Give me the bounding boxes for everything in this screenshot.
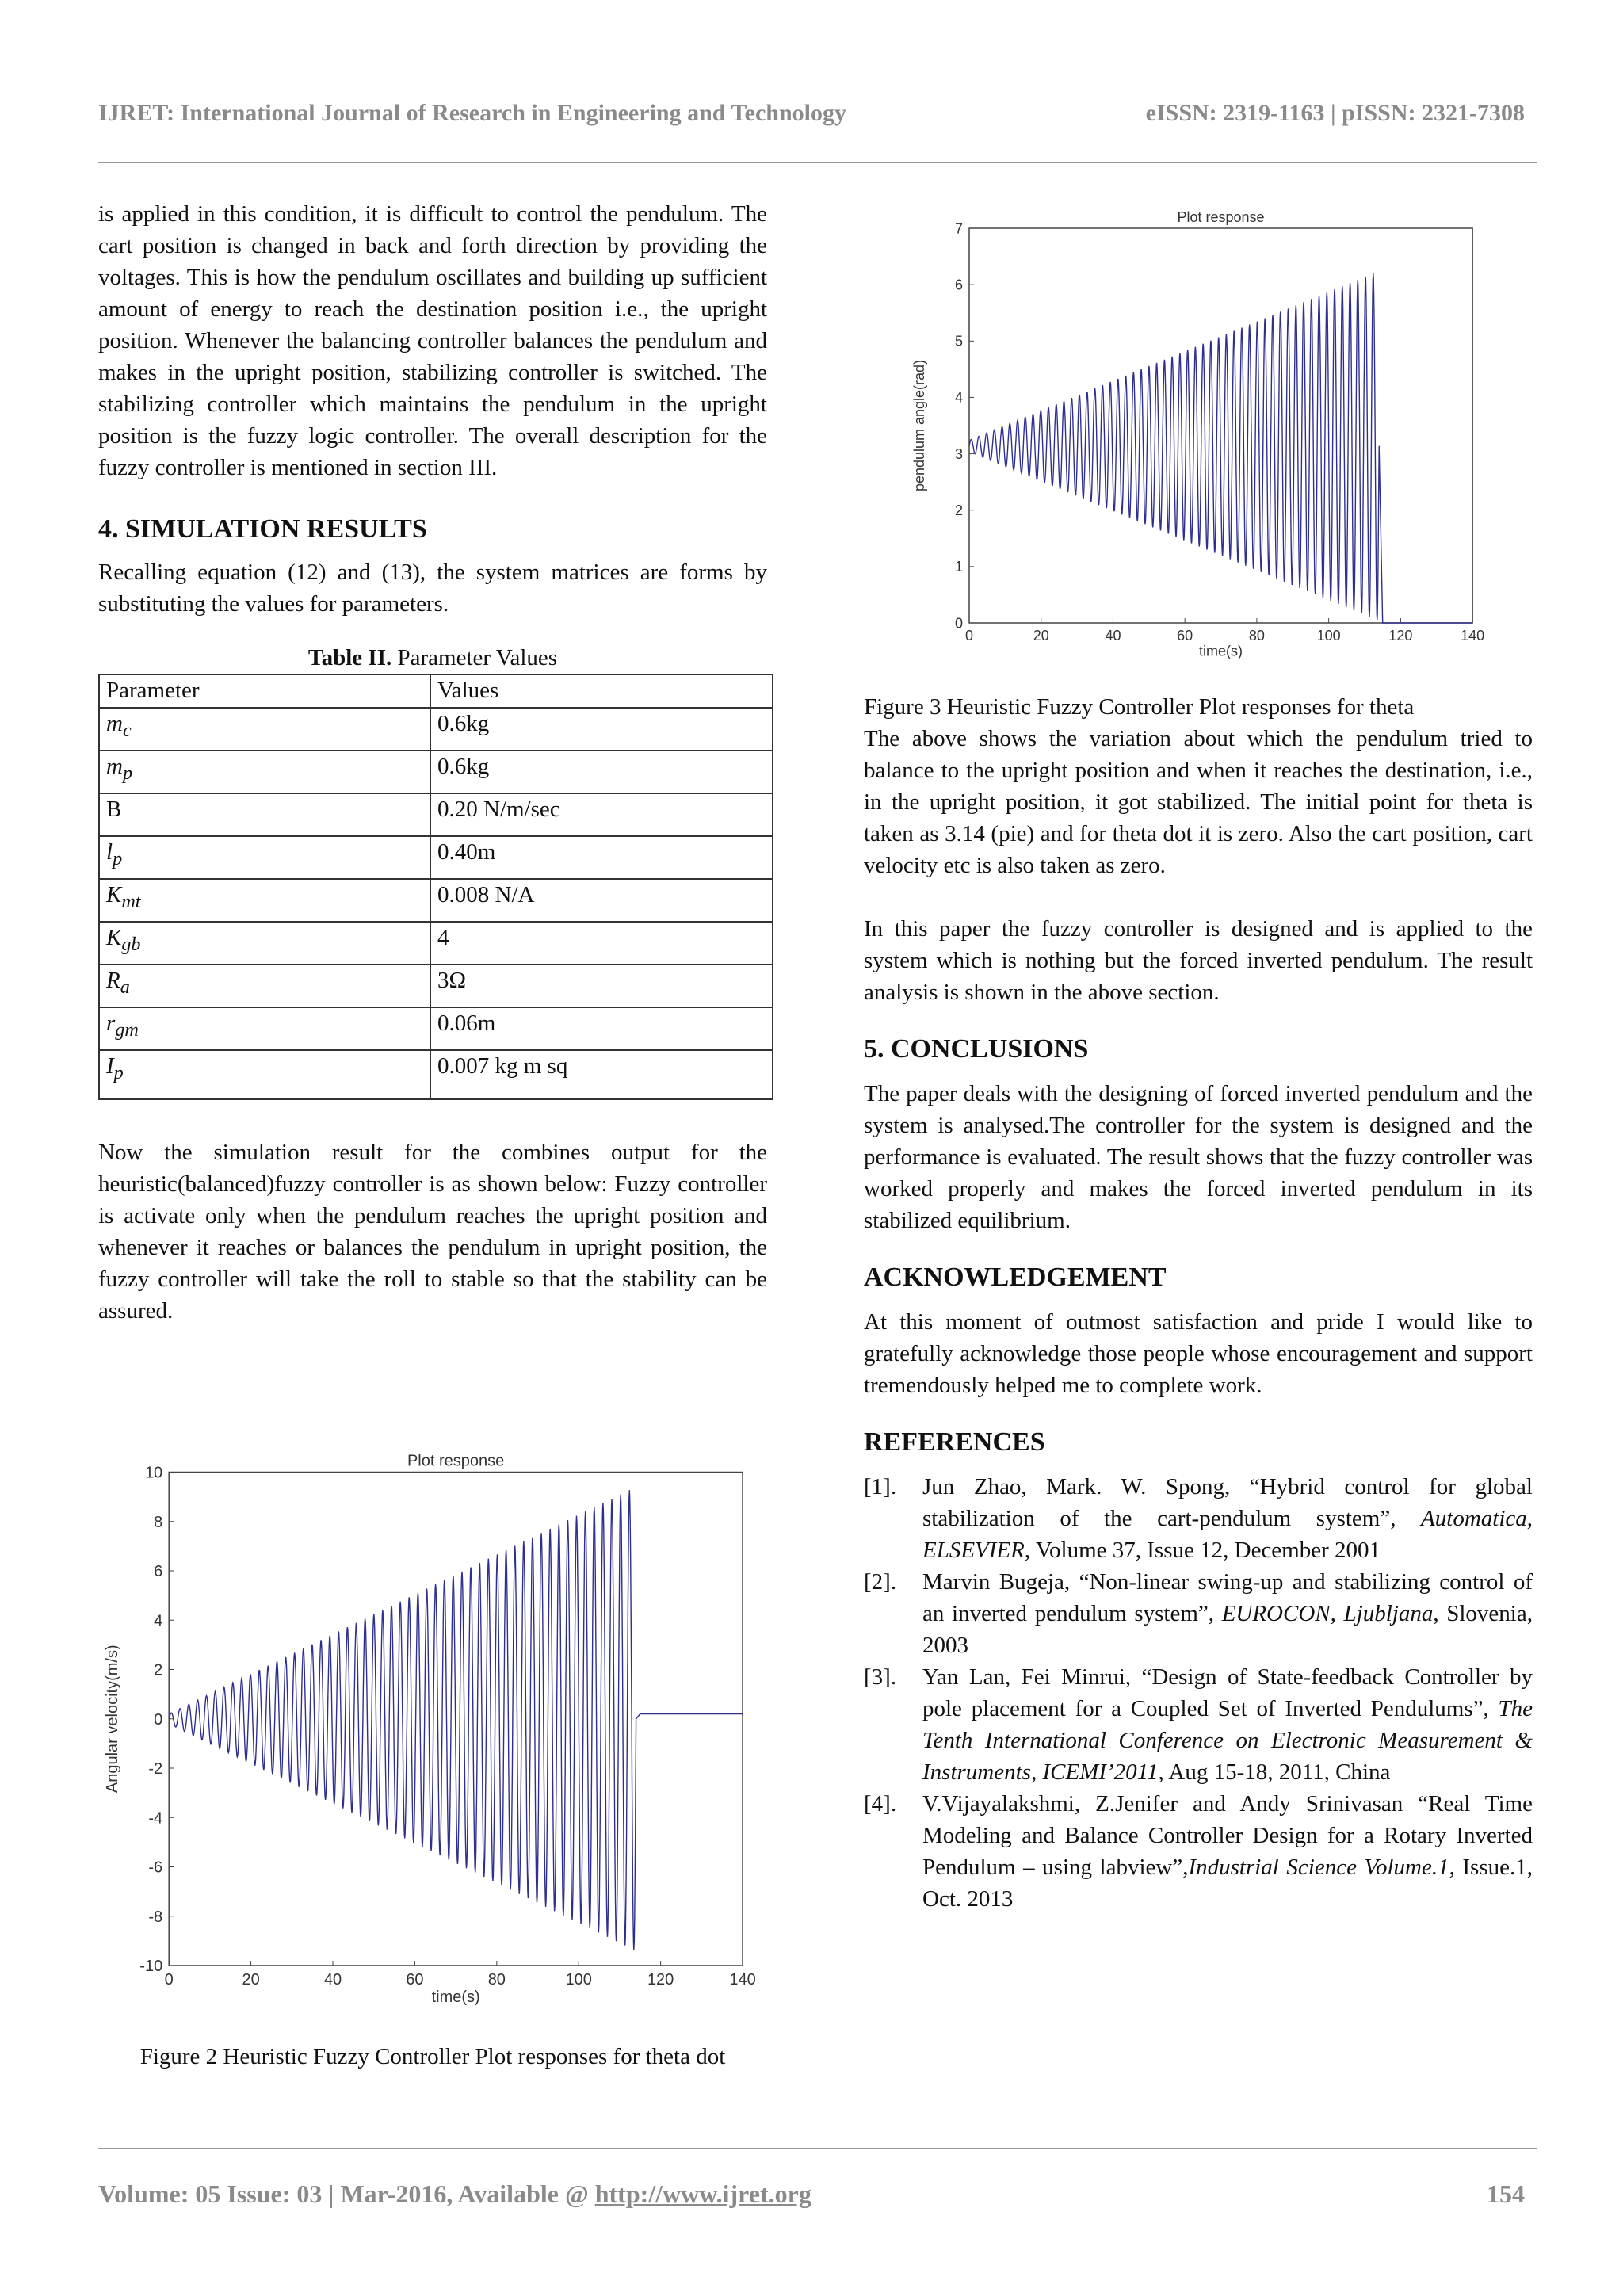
- x-tick-label: 140: [729, 1971, 756, 1988]
- x-tick-label: 80: [487, 1971, 506, 1988]
- footer-rule: [98, 2148, 1537, 2149]
- reference-venue: Automatica, ELSEVIER: [922, 1506, 1533, 1563]
- table-row: [99, 751, 773, 793]
- param-b: B: [99, 793, 430, 836]
- table-row: [99, 965, 773, 1007]
- y-tick-label: 6: [154, 1563, 163, 1580]
- value-ip: 0.007 kg m sq: [430, 1050, 773, 1099]
- table-header-parameter: Parameter: [99, 674, 430, 708]
- right-column: [864, 691, 1533, 1915]
- table-row: [99, 836, 773, 879]
- issn: eISSN: 2319-1163 | pISSN: 2321-7308: [1145, 100, 1525, 126]
- reference-text: Jun Zhao, Mark. W. Spong, “Hybrid control for global stabilization of the cart-pendulum system”,: [922, 1474, 1533, 1531]
- value-lp: 0.40m: [430, 836, 773, 879]
- left-para-1: is applied in this condition, it is difficult to control the pendulum. The cart position is changed in back and forth direction by providing the voltages. This is how the pendulum oscillates and building up sufficient amount of energy to reach the destination position i.e., the upright position. Whenever the balancing controller balances the pendulum and makes in the upright position, stabilizing controller is switched. The stabilizing controller which maintains the pendulum in the upright position is the fuzzy logic controller. The overall description for the fuzzy controller is mentioned in section III.: [98, 201, 767, 480]
- y-axis-label: pendulum angle(rad): [911, 359, 928, 492]
- reference-list: [864, 1471, 1533, 1915]
- reference-venue: The Tenth International Conference on Electronic Measurement & Instruments, ICEMI’2011: [922, 1696, 1533, 1785]
- value-mp: 0.6kg: [430, 751, 773, 793]
- left-para-3: Now the simulation result for the combines output for the heuristic(balanced)fuzzy controller is as shown below: Fuzzy controller is activate only when the pendulum reaches the upright position and whenever it reaches or balances the pendulum in upright position, the fuzzy controller will take the roll to stable so that the stability can be assured.: [98, 1140, 767, 1324]
- param-kmt: $K_{mt}$: [99, 879, 430, 922]
- reference-item: [864, 1661, 1533, 1788]
- table-header-values: Values: [430, 674, 773, 708]
- reference-number: [4].: [864, 1791, 897, 1817]
- reference-text: V.Vijayalakshmi, Z.Jenifer and Andy Srinivasan “Real Time Modeling and Balance Controller Design for a Rotary Inverted Pendulum – using labview”,: [922, 1791, 1533, 1880]
- y-tick-label: 0: [154, 1710, 163, 1729]
- reference-text: Yan Lan, Fei Minrui, “Design of State-feedback Controller by pole placement for a Coupled Set of Inverted Pendulums”,: [922, 1664, 1533, 1721]
- reference-details: , Aug 15-18, 2011, China: [1158, 1759, 1391, 1785]
- value-mc: 0.6kg: [430, 708, 773, 751]
- y-tick-label: 10: [144, 1464, 163, 1482]
- x-tick-label: 80: [1248, 628, 1265, 644]
- x-tick-label: 20: [1033, 628, 1049, 644]
- y-tick-label: 0: [954, 615, 963, 632]
- figure-2-caption: Figure 2 Heuristic Fuzzy Controller Plot responses for theta dot: [139, 2044, 726, 2069]
- footer-volume: [98, 2179, 812, 2209]
- x-tick-label: 120: [1388, 628, 1413, 644]
- x-tick-label: 0: [164, 1971, 174, 1988]
- acknowledgement-text: At this moment of outmost satisfaction and pride I would like to gratefully acknowledge those people whose encouragement and support tremendously helped me to complete work.: [864, 1309, 1533, 1398]
- reference-venue: EUROCON, Ljubljana: [1221, 1601, 1434, 1626]
- footer-volume-text: Volume: 05 Issue: 03 | Mar-2016, Available @: [98, 2179, 595, 2208]
- y-tick-label: 2: [954, 502, 963, 519]
- value-kgb: 4: [430, 922, 773, 965]
- table-row: [99, 1007, 773, 1050]
- y-tick-label: -6: [148, 1859, 163, 1877]
- left-column: [98, 198, 767, 1327]
- y-tick-label: -4: [148, 1809, 163, 1828]
- y-tick-label: 3: [954, 445, 963, 462]
- references-heading: REFERENCES: [864, 1427, 1045, 1457]
- table-header-row: [99, 674, 773, 708]
- reference-details: , Issue.1, Oct. 2013: [922, 1855, 1533, 1912]
- y-tick-label: 2: [154, 1661, 163, 1679]
- table-row: [99, 922, 773, 965]
- x-tick-label: 40: [1105, 628, 1121, 644]
- param-mp: $m_p$: [99, 751, 430, 793]
- left-para-2: Recalling equation (12) and (13), the system matrices are forms by substituting the values for parameters.: [98, 560, 767, 617]
- x-axis-label: time(s): [1199, 643, 1243, 659]
- x-tick-label: 100: [1316, 628, 1341, 644]
- figure-2-chart: [103, 1442, 762, 2037]
- param-mc: $m_c$: [99, 708, 430, 751]
- param-kgb: $K_{gb}$: [99, 922, 430, 965]
- acknowledgement-heading: ACKNOWLEDGEMENT: [864, 1263, 1167, 1292]
- x-tick-label: 100: [565, 1971, 592, 1988]
- running-footer: [98, 2179, 1525, 2209]
- table-row: [99, 793, 773, 836]
- y-tick-label: -8: [148, 1908, 163, 1926]
- x-tick-label: 0: [964, 628, 974, 644]
- x-tick-label: 40: [323, 1971, 342, 1988]
- x-tick-label: 140: [1461, 628, 1485, 644]
- reference-number: [3].: [864, 1664, 897, 1690]
- journal-link[interactable]: http://www.ijret.org: [594, 2179, 812, 2208]
- y-tick-label: 7: [954, 220, 963, 237]
- page-number: 154: [1487, 2179, 1525, 2208]
- param-lp: $l_p$: [99, 836, 430, 879]
- y-tick-label: 1: [954, 559, 963, 575]
- section-5-heading: 5. CONCLUSIONS: [864, 1034, 1089, 1064]
- y-tick-label: -2: [148, 1760, 163, 1778]
- value-rgm: 0.06m: [430, 1007, 773, 1050]
- x-tick-label: 120: [647, 1971, 674, 1988]
- y-tick-label: 4: [954, 389, 963, 406]
- table-caption-text: Parameter Values: [391, 645, 558, 670]
- y-axis-label: Angular velocity(m/s): [104, 1645, 121, 1794]
- figure-3-chart: [911, 204, 1490, 680]
- reference-venue: Industrial Science Volume.1: [1188, 1855, 1449, 1880]
- x-tick-label: 60: [406, 1971, 424, 1988]
- y-tick-label: 6: [954, 277, 963, 293]
- reference-number: [1].: [864, 1474, 897, 1499]
- header-rule: [98, 162, 1537, 163]
- right-para-2: In this paper the fuzzy controller is designed and is applied to the system which is nothing but the forced inverted pendulum. The result analysis is shown in the above section.: [864, 916, 1533, 1005]
- chart-title: Plot response: [1177, 209, 1265, 225]
- table-row: [99, 708, 773, 751]
- plot-frame: [969, 228, 1472, 623]
- journal-name: IJRET: International Journal of Research in Engineering and Technology: [98, 100, 847, 126]
- y-tick-label: 5: [954, 333, 963, 350]
- reference-details: , Slovenia, 2003: [922, 1601, 1533, 1658]
- reference-item: [864, 1788, 1533, 1915]
- reference-details: , Volume 37, Issue 12, December 2001: [1024, 1538, 1381, 1563]
- x-tick-label: 20: [242, 1971, 260, 1988]
- param-rgm: $r_{gm}$: [99, 1007, 430, 1050]
- value-kmt: 0.008 N/A: [430, 879, 773, 922]
- table-caption: [98, 642, 767, 674]
- table-row: [99, 879, 773, 922]
- y-tick-label: -10: [139, 1958, 163, 1975]
- y-tick-label: 4: [154, 1612, 163, 1630]
- reference-text: Marvin Bugeja, “Non-linear swing-up and stabilizing control of an inverted pendulum system”,: [922, 1569, 1533, 1626]
- section-4-heading: 4. SIMULATION RESULTS: [98, 514, 427, 544]
- right-para-3: The paper deals with the designing of forced inverted pendulum and the system is analysed.The controller for the system is designed and the performance is evaluated. The result shows that the fuzzy controller was worked properly and makes the forced inverted pendulum in its stabilized equilibrium.: [864, 1081, 1533, 1233]
- param-ra: $R_a$: [99, 965, 430, 1007]
- param-ip: $I_p$: [99, 1050, 430, 1099]
- x-axis-label: time(s): [431, 1988, 480, 2006]
- figure-3-caption: Figure 3 Heuristic Fuzzy Controller Plot responses for theta: [864, 694, 1415, 720]
- chart-title: Plot response: [407, 1452, 505, 1470]
- parameter-table: [98, 674, 773, 1100]
- value-b: 0.20 N/m/sec: [430, 793, 773, 836]
- reference-number: [2].: [864, 1569, 897, 1595]
- table-caption-label: Table II.: [307, 645, 392, 670]
- y-tick-label: 8: [154, 1513, 163, 1531]
- reference-item: [864, 1566, 1533, 1661]
- right-para-1: The above shows the variation about which the pendulum tried to balance to the upright position and when it reaches the destination, i.e., in the upright position, it got stabilized. The initial point for theta is taken as 3.14 (pie) and for theta dot it is zero. Also the cart position, cart velocity etc is also taken as zero.: [864, 726, 1533, 878]
- running-header: [98, 100, 1525, 127]
- x-tick-label: 60: [1177, 628, 1193, 644]
- table-row: [99, 1050, 773, 1099]
- value-ra: 3Ω: [430, 965, 773, 1007]
- reference-item: [864, 1471, 1533, 1566]
